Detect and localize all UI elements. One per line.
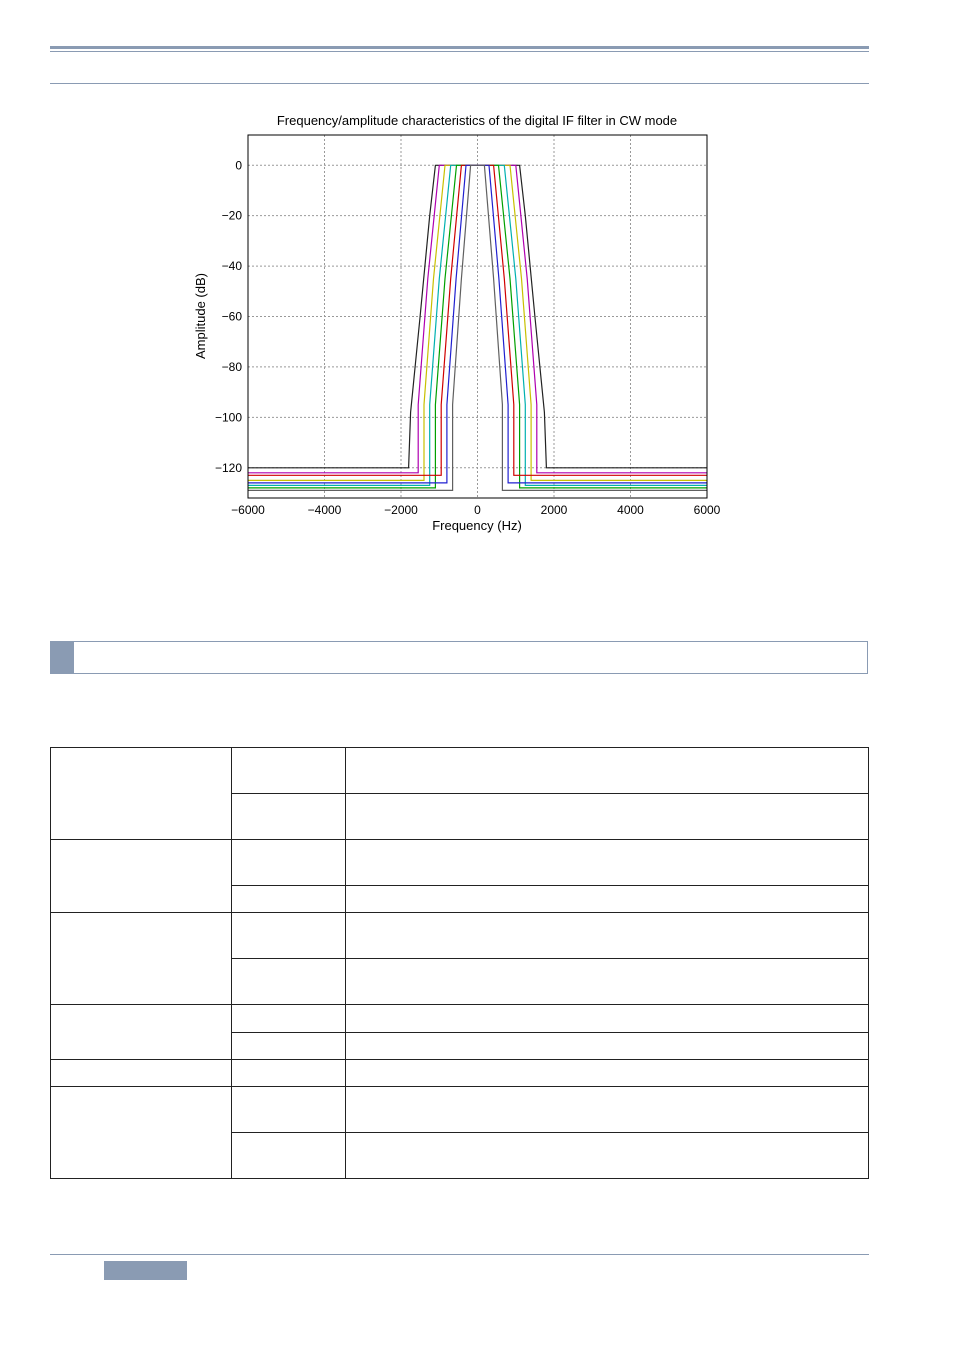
x-tick-label: 0 [474, 503, 481, 517]
y-tick-label: −80 [221, 359, 242, 374]
table-cell-desc [345, 959, 868, 1005]
x-tick-label: −2000 [384, 503, 418, 517]
table-row [51, 1060, 869, 1087]
header-underline [50, 83, 869, 84]
table-row [51, 1087, 869, 1133]
series-line [248, 165, 707, 485]
x-axis-label: Frequency (Hz) [432, 518, 522, 533]
y-tick-label: −100 [214, 410, 242, 425]
table-cell-sub [231, 959, 345, 1005]
y-tick-label: 0 [235, 158, 242, 173]
table-cell-group [51, 1060, 232, 1087]
table-cell-group [51, 840, 232, 913]
table-cell-desc [345, 1005, 868, 1033]
table-cell-desc [345, 886, 868, 913]
y-tick-label: −40 [221, 259, 242, 274]
table-row [51, 748, 869, 794]
table-cell-desc [345, 1087, 868, 1133]
x-tick-label: −4000 [307, 503, 342, 517]
x-tick-label: 6000 [693, 503, 721, 517]
y-tick-label: −120 [214, 460, 242, 475]
table-cell-sub [231, 1133, 345, 1179]
table-cell-sub [231, 1033, 345, 1060]
table-cell-group [51, 913, 232, 1005]
table-cell-desc [345, 1133, 868, 1179]
table-cell-desc [345, 748, 868, 794]
table-row [51, 913, 869, 959]
section-heading-marker [51, 642, 74, 673]
y-tick-label: −20 [221, 208, 242, 223]
table-cell-group [51, 1087, 232, 1179]
table-cell-group [51, 1005, 232, 1060]
section-heading-bar [50, 641, 868, 674]
x-tick-label: 2000 [540, 503, 568, 517]
table-cell-desc [345, 913, 868, 959]
table-cell-sub [231, 840, 345, 886]
chart-title: Frequency/amplitude characteristics of the digital IF filter in CW mode [276, 113, 678, 128]
table-cell-sub [231, 913, 345, 959]
table-cell-desc [345, 794, 868, 840]
y-tick-label: −60 [221, 309, 242, 324]
table-cell-group [51, 748, 232, 840]
x-tick-label: 4000 [617, 503, 644, 517]
table-cell-sub [231, 1005, 345, 1033]
table-cell-sub [231, 1087, 345, 1133]
table-row [51, 840, 869, 886]
table-cell-desc [345, 1060, 868, 1087]
footer-page-tab [104, 1261, 187, 1280]
spec-table [50, 747, 869, 1179]
header-rule [50, 46, 869, 49]
table-cell-sub [231, 886, 345, 913]
header-rule-thin [50, 51, 869, 52]
table-cell-desc [345, 1033, 868, 1060]
footer-rule [50, 1254, 869, 1255]
table-row [51, 1005, 869, 1033]
x-tick-label: −6000 [231, 503, 265, 517]
table-cell-desc [345, 840, 868, 886]
table-cell-sub [231, 748, 345, 794]
y-axis-label: Amplitude (dB) [193, 273, 208, 359]
filter-response-chart [180, 100, 740, 540]
table-cell-sub [231, 1060, 345, 1087]
table-cell-sub [231, 794, 345, 840]
